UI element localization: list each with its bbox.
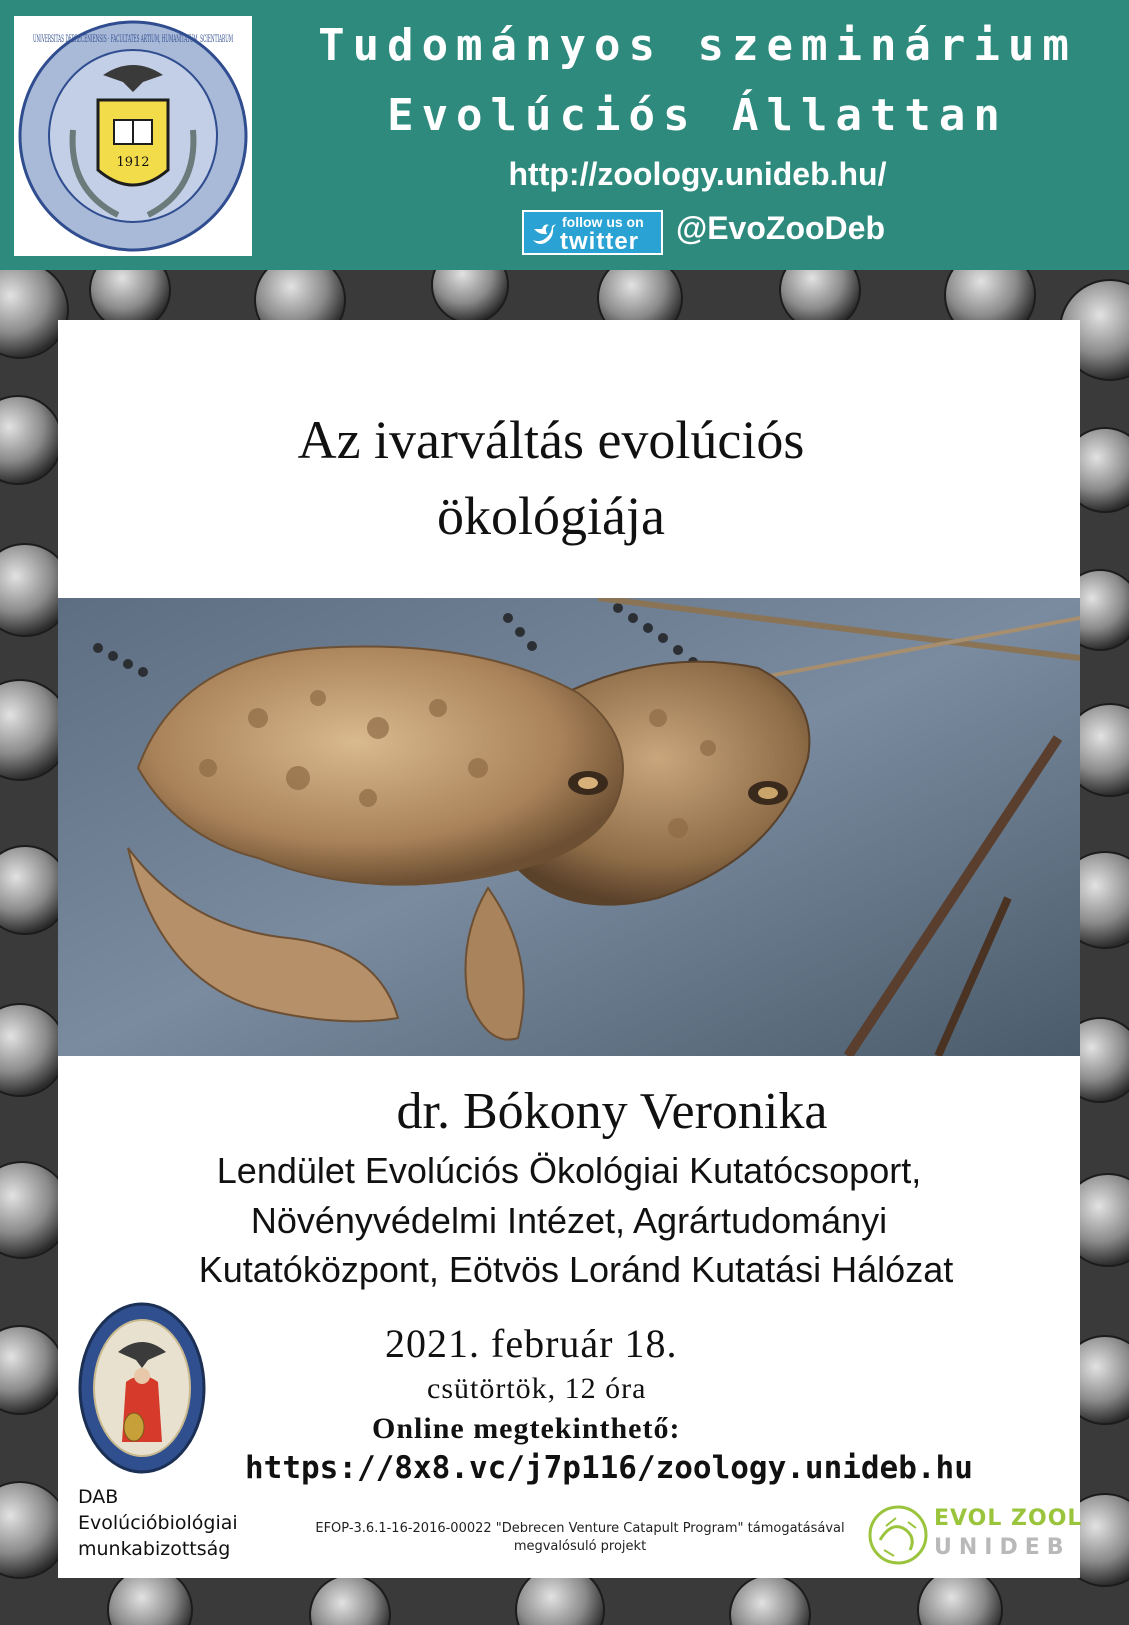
toad-photo — [58, 598, 1080, 1056]
talk-title: Az ivarváltás evolúciós — [297, 410, 805, 470]
university-seal-icon — [18, 20, 248, 252]
speaker-name: dr. Bókony Veronika — [396, 1083, 828, 1140]
online-label: Online megtekinthető: — [372, 1412, 681, 1445]
twitter-follow-label: follow us on — [562, 214, 644, 230]
efop-line2: megvalósuló projekt — [513, 1539, 647, 1554]
university-seal — [14, 16, 252, 256]
speaker-affiliation-3: Kutatóközpont, Eötvös Loránd Kutatási Hálózat — [198, 1249, 954, 1290]
website-link[interactable]: http://zoology.unideb.hu/ — [508, 156, 887, 192]
event-day-time: csütörtök, 12 óra — [427, 1372, 647, 1405]
seal-outer-text: UNIVERSITAS DEBRECENIENSIS · FACULTATES ARTIUM, HUMANITATUM, SCIENTIARUM — [33, 34, 233, 45]
speaker-affiliation-1: Lendület Evolúciós Ökológiai Kutatócsoport, — [216, 1150, 922, 1191]
efop-line1: EFOP-3.6.1-16-2016-00022 "Debrecen Venture Catapult Program" támogatásával — [315, 1521, 845, 1536]
event-date: 2021. február 18. — [385, 1321, 678, 1366]
dab-line3: munkabizottság — [78, 1538, 231, 1560]
dab-seal-icon — [78, 1302, 206, 1474]
seminar-title: Tudományos szeminárium — [318, 20, 1077, 71]
twitter-follow-button[interactable] — [522, 210, 663, 255]
dab-label — [78, 1484, 238, 1562]
svg-text:1912: 1912 — [116, 155, 150, 170]
department-title: Evolúciós Állattan — [387, 90, 1008, 141]
twitter-wordmark: twitter — [560, 228, 639, 255]
talk-title-line2: ökológiája — [437, 486, 665, 546]
twitter-handle[interactable]: @EvoZooDeb — [676, 210, 885, 246]
evol-zool-text: EVOL ZOOL — [934, 1506, 1083, 1531]
stream-link[interactable]: https://8x8.vc/j7p116/zoology.unideb.hu — [245, 1450, 973, 1486]
twitter-bird-icon — [530, 220, 558, 248]
dab-line2: Evolúcióbiológiai — [78, 1512, 238, 1534]
speaker-affiliation-2: Növényvédelmi Intézet, Agrártudományi — [250, 1200, 888, 1241]
efop-funding-note — [300, 1520, 860, 1556]
unideb-text: UNIDEB — [934, 1535, 1071, 1560]
dab-line1: DAB — [78, 1486, 119, 1508]
